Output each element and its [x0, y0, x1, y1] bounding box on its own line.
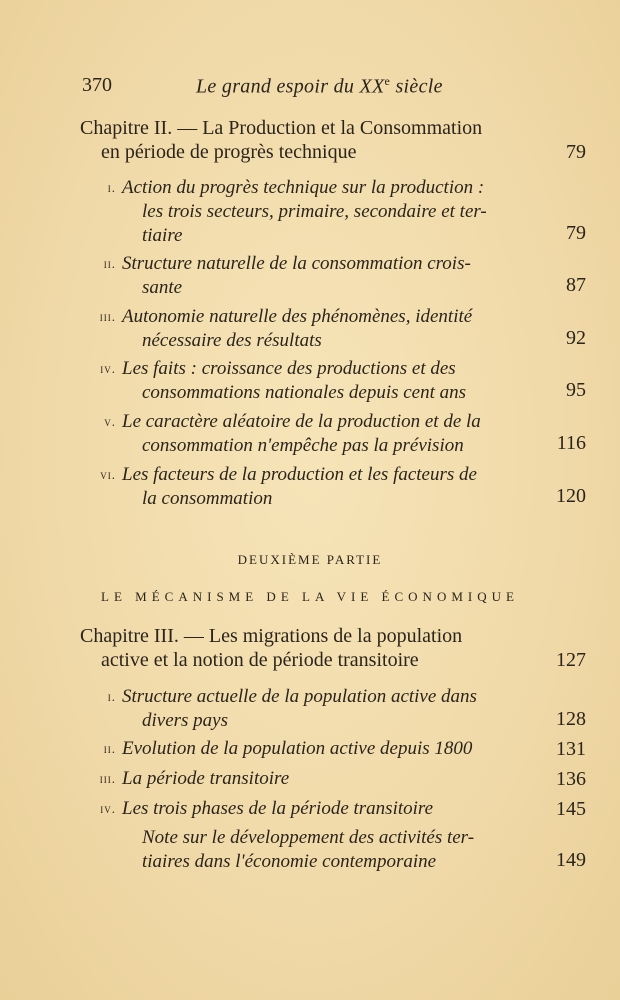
section-title-line: les trois secteurs, primaire, secondaire et ter- [142, 201, 487, 222]
page-number: 370 [82, 74, 112, 96]
section-title [122, 176, 532, 248]
section-title [142, 826, 552, 874]
chapter-2-title-line1: Chapitre II. — La Production et la Consommation [80, 117, 483, 139]
section-page: 131 [556, 738, 586, 760]
section-number: ii. [103, 741, 116, 756]
chapter-3-page: 127 [556, 649, 586, 671]
section-title-line: Structure actuelle de la population active dans [122, 686, 477, 707]
section-number: i. [107, 180, 116, 195]
section-title [122, 357, 532, 405]
section-title-line: Note sur le développement des activités ter- [142, 827, 475, 848]
part-title: DEUXIÈME PARTIE [237, 552, 383, 567]
section-title-line: sante [142, 277, 183, 298]
page-header [82, 74, 552, 102]
section-page: 145 [556, 798, 586, 820]
section-title-line: Evolution de la population active depuis 1800 [122, 738, 473, 759]
section-title-line: tiaires dans l'économie contemporaine [142, 851, 437, 872]
running-title-end: siècle [390, 75, 443, 98]
running-title-main: Le grand espoir du XX [196, 75, 385, 98]
section-number: iv. [100, 361, 116, 376]
section-title [122, 685, 532, 733]
section-title [122, 737, 532, 761]
section-title-line: Les faits : croissance des productions et des [122, 358, 456, 379]
section-page: 149 [556, 849, 586, 871]
section-number: iii. [99, 771, 116, 786]
section-title-line: Structure naturelle de la consommation crois- [122, 253, 471, 274]
section-page: 136 [556, 768, 586, 790]
section-number: iv. [100, 801, 116, 816]
running-title [196, 74, 443, 99]
section-title-line: Les facteurs de la production et les facteurs de [122, 464, 477, 485]
section-title [122, 305, 532, 353]
section-title-line: nécessaire des résultats [142, 330, 322, 351]
section-title [122, 410, 532, 458]
section-title-line: divers pays [142, 710, 229, 731]
section-title-line: La période transitoire [122, 768, 290, 789]
section-title [122, 767, 532, 791]
chapter-2-page: 79 [566, 141, 586, 163]
section-page: 128 [556, 708, 586, 730]
section-title-line: consommations nationales depuis cent ans [142, 382, 467, 403]
section-title [122, 252, 532, 300]
section-title-line: consommation n'empêche pas la prévision [142, 435, 464, 456]
section-page: 79 [566, 222, 586, 244]
section-number: v. [104, 414, 116, 429]
section-number: ii. [103, 256, 116, 271]
section-page: 120 [556, 485, 586, 507]
section-title-line: Action du progrès technique sur la production : [122, 177, 485, 198]
section-page: 95 [566, 379, 586, 401]
section-number: i. [107, 689, 116, 704]
running-title-superscript: e [384, 74, 391, 88]
section-title-line: Le caractère aléatoire de la production et de la [122, 411, 481, 432]
chapter-2-title-line2: en période de progrès technique [101, 141, 357, 163]
chapter-2-heading [80, 116, 586, 164]
section-title [122, 463, 532, 511]
section-title [122, 797, 532, 821]
section-page: 116 [556, 432, 586, 454]
chapter-3-title-line1: Chapitre III. — Les migrations de la population [80, 625, 463, 647]
chapter-3-title-line2: active et la notion de période transitoire [101, 649, 419, 671]
section-number: iii. [99, 309, 116, 324]
chapter-3-heading [80, 624, 586, 672]
section-title-line: tiaire [142, 225, 183, 246]
section-title-line: Autonomie naturelle des phénomènes, identité [122, 306, 473, 327]
section-number: vi. [100, 467, 116, 482]
section-page: 87 [566, 274, 586, 296]
part-subtitle: LE MÉCANISME DE LA VIE ÉCONOMIQUE [101, 589, 519, 604]
section-page: 92 [566, 327, 586, 349]
section-title-line: Les trois phases de la période transitoire [122, 798, 434, 819]
section-title-line: la consommation [142, 488, 273, 509]
